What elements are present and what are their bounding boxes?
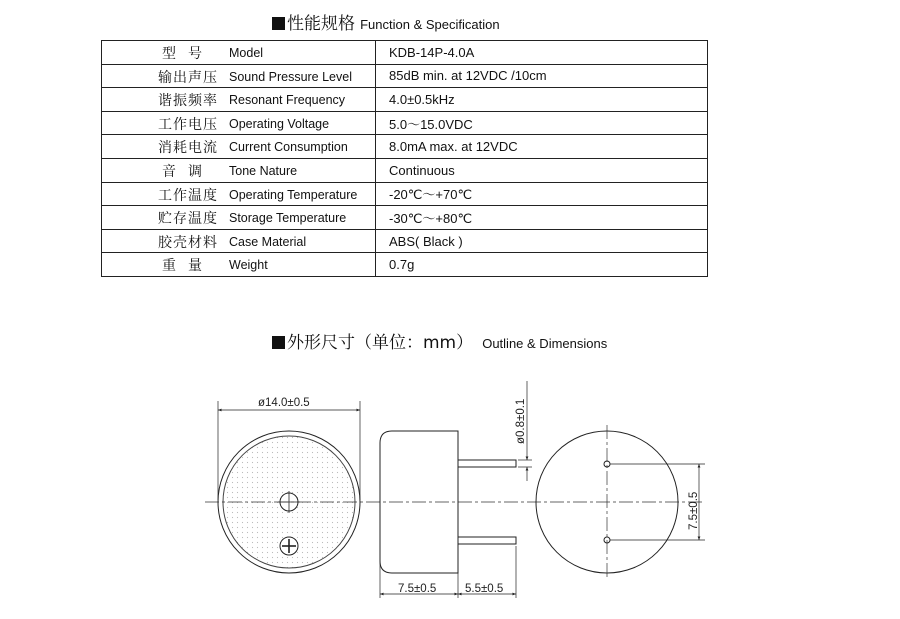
spec-label-en: Operating Voltage: [229, 116, 330, 131]
back-view: [536, 425, 705, 580]
spec-label-en: Storage Temperature: [229, 211, 347, 226]
spec-label-en: Current Consumption: [229, 140, 348, 155]
spec-value-cell: ABS( Black ): [376, 229, 708, 253]
outline-heading-en: Outline & Dimensions: [482, 336, 608, 351]
spec-label-en: Resonant Frequency: [229, 93, 346, 108]
spec-label-cn: 工作温度: [158, 187, 218, 204]
pin-diameter-label: ø0.8±0.1: [515, 398, 527, 444]
spec-label-cn: 工作电压: [158, 116, 218, 133]
spec-value-cell: -20℃～+70℃: [376, 182, 708, 206]
spec-label-en: Model: [229, 46, 264, 60]
spec-value-cell: -30℃～+80℃: [376, 206, 708, 230]
body-height-label: 7.5±0.5: [398, 583, 437, 595]
side-view: [380, 381, 532, 598]
spec-value-cell: 0.7g: [376, 253, 708, 277]
spec-value-cell: 4.0±0.5kHz: [376, 88, 708, 112]
spec-label-cn: 输出声压: [158, 69, 218, 86]
spec-label-cn: 型号: [162, 46, 214, 62]
spec-label-cn: 重量: [162, 258, 214, 275]
spec-label-en: Case Material: [229, 234, 307, 249]
diameter-label: ø14.0±0.5: [258, 397, 310, 409]
spec-heading-cn: 性能规格: [287, 14, 355, 34]
pin-length-label: 5.5±0.5: [465, 583, 504, 595]
spec-heading-en: Function & Specification: [360, 17, 500, 32]
spec-value-cell: Continuous: [376, 158, 708, 182]
spec-label-en: Tone Nature: [229, 163, 298, 178]
spec-label-cn: 消耗电流: [158, 140, 218, 157]
spec-value-cell: KDB-14P-4.0A: [376, 41, 708, 65]
spec-label-cn: 贮存温度: [158, 211, 218, 228]
spec-label-cn: 音调: [162, 163, 214, 180]
spec-label-en: Operating Temperature: [229, 187, 358, 202]
spec-value-cell: 5.0～15.0VDC: [376, 111, 708, 135]
lower-pin: [458, 537, 516, 544]
spec-label-cn: 谐振频率: [158, 93, 218, 110]
spec-label-en: Sound Pressure Level: [229, 69, 352, 84]
spec-label-cn: 胶壳材料: [158, 234, 218, 251]
front-view: [218, 401, 360, 573]
pin-spacing-label: 7.5±0.5: [688, 491, 700, 530]
spec-label-en: Weight: [229, 258, 268, 273]
upper-pin: [458, 460, 516, 467]
spec-value-cell: 8.0mA max. at 12VDC: [376, 135, 708, 159]
spec-value-cell: 85dB min. at 12VDC /10cm: [376, 64, 708, 88]
outline-heading-cn: 外形尺寸（单位：mm）: [287, 333, 474, 353]
